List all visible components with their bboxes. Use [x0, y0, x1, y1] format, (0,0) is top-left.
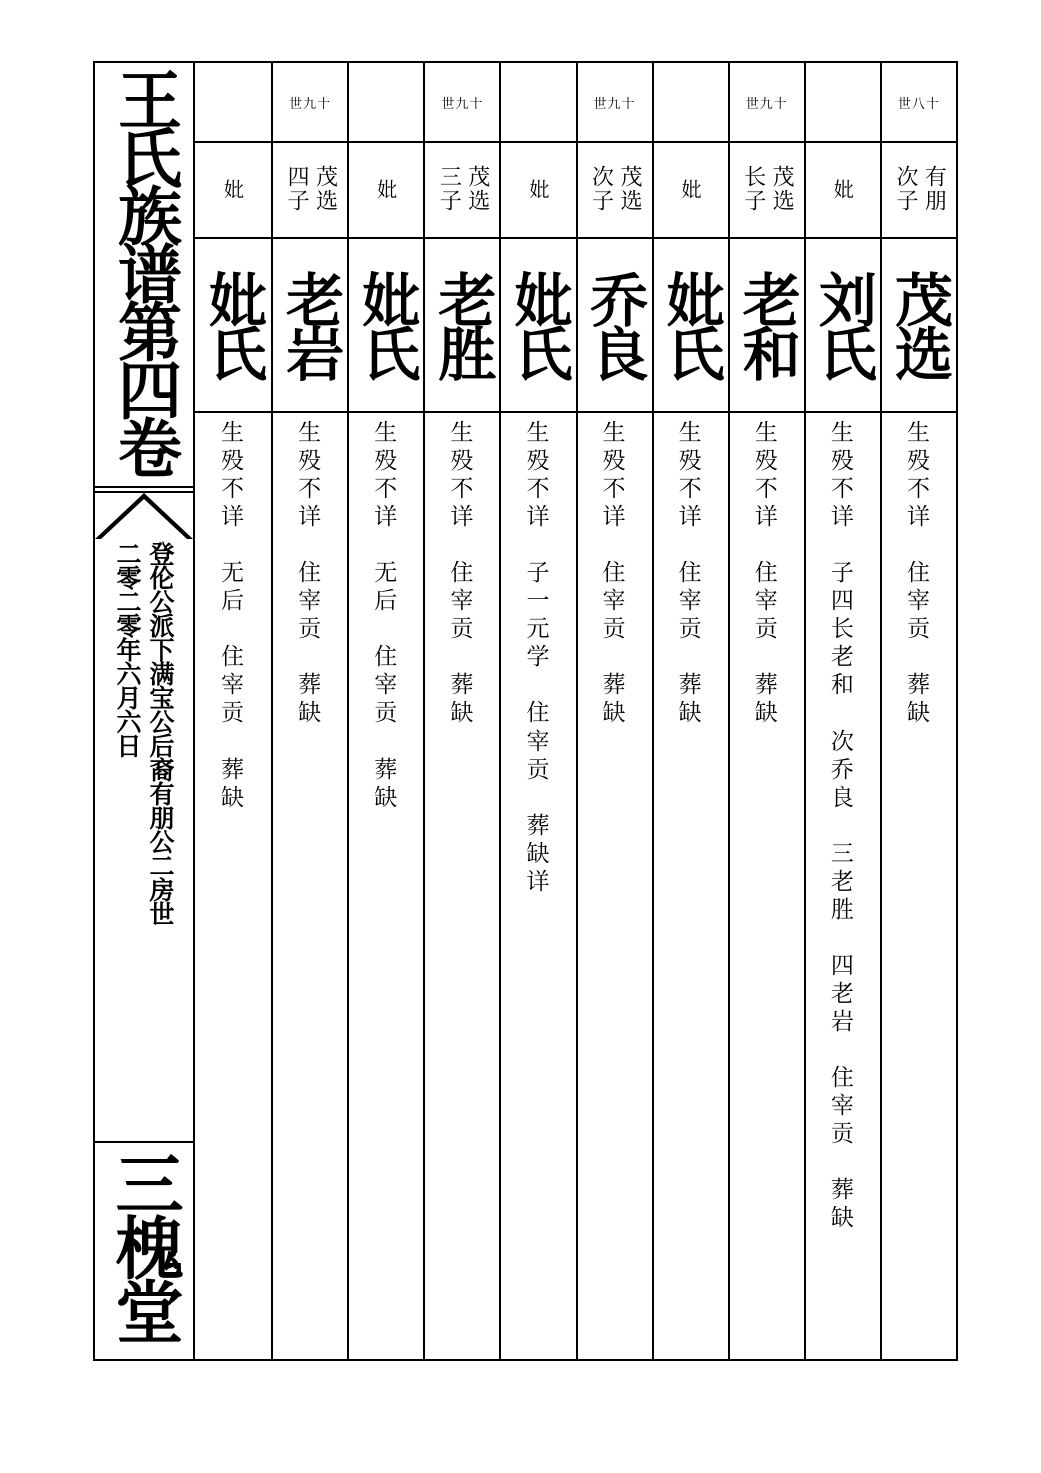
bio-text: 生 殁 不 详 无 后 住 宰 贡 葬 缺: [221, 420, 246, 811]
bio-text: 生 殁 不 详 住 宰 贡 葬 缺: [906, 420, 931, 727]
relation-line: 茂选: [769, 165, 795, 213]
person-name: 妣氏: [199, 270, 268, 378]
compile-date: 二零二零年六月六日: [113, 541, 142, 757]
relation-line: 长子: [740, 165, 766, 213]
arrow-ornament-inner: [101, 499, 187, 539]
generation-cell: 世九十: [745, 96, 788, 112]
relation-line: 三子: [436, 165, 462, 213]
row-divider-relation: [195, 237, 956, 239]
bio-text: 生 殁 不 详 无 后 住 宰 贡 葬 缺: [374, 420, 399, 811]
subtitle-area: [95, 541, 193, 1137]
genealogy-column: [880, 63, 956, 1359]
bio-cell: [882, 415, 956, 1359]
person-name: 妣氏: [504, 270, 573, 378]
bio-text: 生 殁 不 详 住 宰 贡 葬 缺: [754, 420, 779, 727]
person-name: 老和: [732, 270, 801, 378]
person-name: 妣氏: [656, 270, 725, 378]
bio-text: 生 殁 不 详 住 宰 贡 葬 缺: [298, 420, 323, 727]
relation-text: [892, 165, 947, 213]
bio-cell: [501, 415, 575, 1359]
name-cell: [273, 237, 347, 411]
book-title: 王氏族谱第四卷: [107, 67, 182, 473]
relation-cell: [425, 141, 499, 237]
bio-text: 生 殁 不 详 住 宰 贡 葬 缺: [678, 420, 703, 727]
generation-cell: 世九十: [593, 96, 636, 112]
genealogy-column: [804, 63, 880, 1359]
generation-cell: [806, 63, 880, 141]
hall-name: 三槐堂: [104, 1149, 184, 1341]
person-name: 老岩: [276, 270, 345, 378]
relation-cell: [882, 141, 956, 237]
generation-cell: [195, 63, 271, 141]
person-name: 茂选: [884, 270, 953, 378]
relation-cell: [654, 141, 728, 237]
relation-cell: [578, 141, 652, 237]
name-cell: [806, 237, 880, 411]
genealogy-column: [576, 63, 652, 1359]
title-box: [95, 63, 193, 486]
bio-cell: [730, 415, 804, 1359]
person-name: 妣氏: [352, 270, 421, 378]
genealogy-column: [728, 63, 804, 1359]
name-cell: [195, 237, 271, 411]
bio-text: 生 殁 不 详 住 宰 贡 葬 缺: [602, 420, 627, 727]
person-name: 乔良: [580, 270, 649, 378]
lineage-subtitle: 登伦公派下满宝公后裔有朋公二房世: [146, 541, 175, 925]
bio-text: 生 殁 不 详 子 一 元 学 住 宰 贡 葬 缺 详: [526, 420, 551, 895]
generation-cell: 世九十: [289, 96, 332, 112]
hall-box: [95, 1143, 193, 1361]
genealogy-column: [499, 63, 575, 1359]
name-cell: [501, 237, 575, 411]
generation-cell: 世九十: [441, 96, 484, 112]
relation-cell: [501, 141, 575, 237]
generation-cell: [654, 63, 728, 141]
genealogy-column: [652, 63, 728, 1359]
bio-cell: [273, 415, 347, 1359]
name-cell: [578, 237, 652, 411]
bio-text: 生 殁 不 详 子 四 长 老 和 次 乔 良 三 老 胜 四 老 岩 住 宰 贡 葬 缺: [830, 420, 855, 1232]
bio-cell: [349, 415, 423, 1359]
relation-text: [283, 165, 338, 213]
relation-cell: [273, 141, 347, 237]
row-divider-name: [195, 411, 956, 413]
generation-cell: 世八十: [897, 96, 940, 112]
genealogy-column: [423, 63, 499, 1359]
relation-line: 有朋: [921, 165, 947, 213]
relation-line: 茂选: [464, 165, 490, 213]
relation-line: 妣: [373, 179, 398, 199]
relation-text: [435, 165, 490, 213]
genealogy-page-frame: [93, 61, 958, 1361]
bio-text: 生 殁 不 详 住 宰 贡 葬 缺: [450, 420, 475, 727]
generation-cell: [349, 63, 423, 141]
relation-line: 次子: [892, 165, 918, 213]
name-cell: [349, 237, 423, 411]
bio-cell: [425, 415, 499, 1359]
relation-line: 四子: [284, 165, 310, 213]
relation-line: 妣: [525, 179, 550, 199]
name-cell: [425, 237, 499, 411]
bio-cell: [806, 415, 880, 1359]
genealogy-grid: [195, 63, 956, 1359]
relation-cell: [349, 141, 423, 237]
genealogy-column: [271, 63, 347, 1359]
relation-text: [372, 179, 401, 199]
relation-text: [676, 179, 705, 199]
left-title-panel: [95, 63, 195, 1359]
person-name: 老胜: [428, 270, 497, 378]
relation-line: 茂选: [616, 165, 642, 213]
relation-cell: [730, 141, 804, 237]
genealogy-column: [195, 63, 271, 1359]
relation-text: [828, 179, 857, 199]
generation-cell: [501, 63, 575, 141]
relation-text: [219, 179, 248, 199]
name-cell: [882, 237, 956, 411]
bio-cell: [654, 415, 728, 1359]
relation-cell: [195, 141, 271, 237]
bio-cell: [578, 415, 652, 1359]
bio-cell: [195, 415, 271, 1359]
relation-cell: [806, 141, 880, 237]
genealogy-column: [347, 63, 423, 1359]
name-cell: [730, 237, 804, 411]
row-divider-generation: [195, 141, 956, 143]
relation-text: [739, 165, 794, 213]
name-cell: [654, 237, 728, 411]
person-name: 刘氏: [808, 270, 877, 378]
relation-line: 妣: [830, 179, 855, 199]
relation-text: [524, 179, 553, 199]
title-divider: [95, 486, 193, 488]
relation-line: 茂选: [312, 165, 338, 213]
relation-line: 妣: [678, 179, 703, 199]
relation-text: [587, 165, 642, 213]
relation-line: 妣: [220, 179, 245, 199]
relation-line: 次子: [588, 165, 614, 213]
